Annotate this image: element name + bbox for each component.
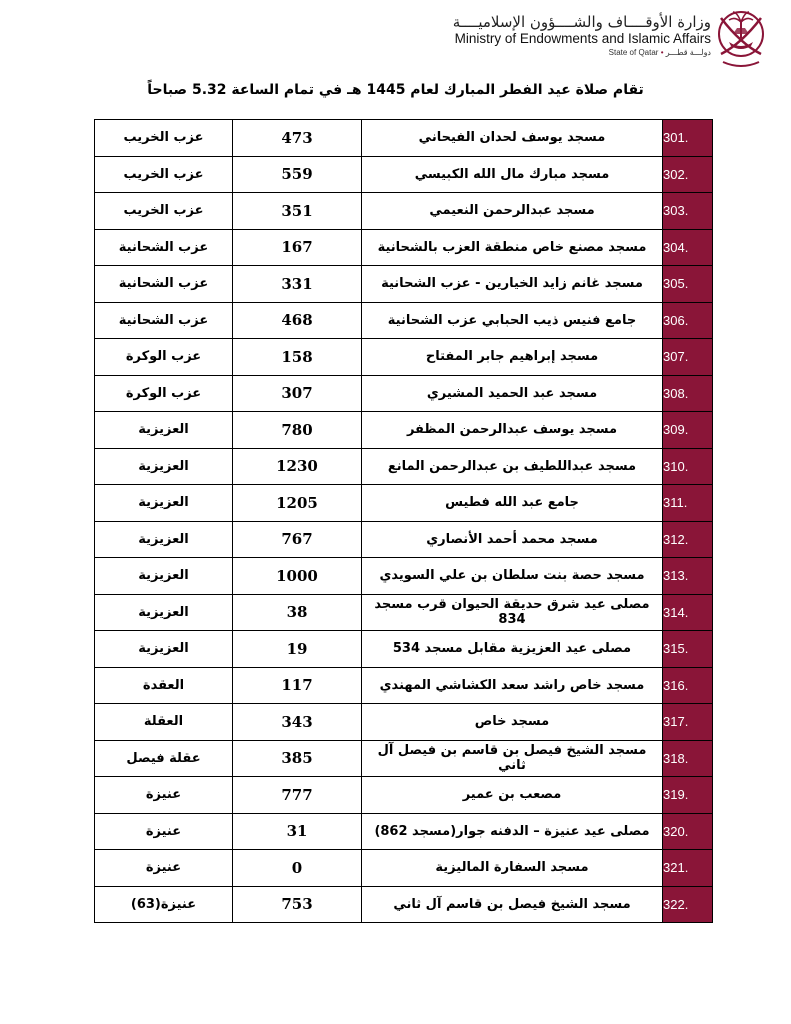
ministry-name-english: Ministry of Endowments and Islamic Affairs	[454, 31, 711, 47]
table-row	[95, 339, 713, 376]
area-cell: عزب الخريب	[95, 120, 233, 157]
capacity-cell: 167	[233, 229, 362, 266]
row-number-cell: 303.	[663, 193, 713, 230]
capacity-cell: 1230	[233, 448, 362, 485]
capacity-cell: 331	[233, 266, 362, 303]
table-row	[95, 740, 713, 777]
mosque-name-cell: مصعب بن عمير	[362, 777, 663, 814]
area-cell: عنيزة(63)	[95, 886, 233, 923]
mosque-name-cell: مسجد يوسف عبدالرحمن المظفر	[362, 412, 663, 449]
table-row	[95, 156, 713, 193]
capacity-cell: 117	[233, 667, 362, 704]
table-row	[95, 193, 713, 230]
table-row	[95, 631, 713, 668]
page-header	[0, 0, 791, 80]
mosque-name-cell: مصلى عيد عنيزة – الدفنه جوار(مسجد 862)	[362, 813, 663, 850]
capacity-cell: 31	[233, 813, 362, 850]
row-number-cell: 312.	[663, 521, 713, 558]
table-row	[95, 120, 713, 157]
area-cell: عزب الشحانية	[95, 266, 233, 303]
capacity-cell: 158	[233, 339, 362, 376]
capacity-cell: 767	[233, 521, 362, 558]
mosque-name-cell: مسجد عبداللطيف بن عبدالرحمن المانع	[362, 448, 663, 485]
area-cell: العزيزية	[95, 558, 233, 595]
area-cell: عنيزة	[95, 813, 233, 850]
capacity-cell: 780	[233, 412, 362, 449]
mosque-name-cell: مصلى عيد شرق حديقة الحيوان قرب مسجد 834	[362, 594, 663, 631]
table-row	[95, 886, 713, 923]
capacity-cell: 19	[233, 631, 362, 668]
area-cell: العزيزية	[95, 485, 233, 522]
row-number-cell: 305.	[663, 266, 713, 303]
ministry-name-block	[453, 14, 711, 57]
area-cell: عزب الخريب	[95, 156, 233, 193]
mosque-name-cell: مسجد إبراهيم جابر المفتاح	[362, 339, 663, 376]
row-number-cell: 320.	[663, 813, 713, 850]
table-row	[95, 777, 713, 814]
area-cell: عزب الوكرة	[95, 375, 233, 412]
capacity-cell: 343	[233, 704, 362, 741]
mosque-name-cell: مسجد مصنع خاص منطقة العزب بالشحانية	[362, 229, 663, 266]
capacity-cell: 385	[233, 740, 362, 777]
state-name-english: State of Qatar	[608, 47, 659, 57]
mosque-name-cell: مسجد يوسف لحدان الفيحاني	[362, 120, 663, 157]
capacity-cell: 38	[233, 594, 362, 631]
qatar-emblem-icon	[715, 4, 767, 70]
mosque-name-cell: مسجد غانم زايد الخيارين - عزب الشحانية	[362, 266, 663, 303]
row-number-cell: 308.	[663, 375, 713, 412]
area-cell: العزيزية	[95, 521, 233, 558]
area-cell: العزيزية	[95, 631, 233, 668]
table-row	[95, 412, 713, 449]
table-row	[95, 448, 713, 485]
table-row	[95, 594, 713, 631]
area-cell: عنيزة	[95, 850, 233, 887]
row-number-cell: 307.	[663, 339, 713, 376]
mosque-name-cell: مسجد عبدالرحمن النعيمي	[362, 193, 663, 230]
mosque-name-cell: مسجد خاص	[362, 704, 663, 741]
mosque-name-cell: مسجد خاص راشد سعد الكشاشي المهندي	[362, 667, 663, 704]
mosque-name-cell: مصلى عيد العزيزية مقابل مسجد 534	[362, 631, 663, 668]
row-number-cell: 318.	[663, 740, 713, 777]
table-row	[95, 375, 713, 412]
table-row	[95, 229, 713, 266]
mosque-name-cell: جامع فنيس ذيب الحبابي عزب الشحانية	[362, 302, 663, 339]
mosque-name-cell: مسجد عبد الحميد المشيري	[362, 375, 663, 412]
capacity-cell: 351	[233, 193, 362, 230]
capacity-cell: 468	[233, 302, 362, 339]
capacity-cell: 559	[233, 156, 362, 193]
row-number-cell: 304.	[663, 229, 713, 266]
row-number-cell: 317.	[663, 704, 713, 741]
table-row	[95, 302, 713, 339]
area-cell: العقدة	[95, 667, 233, 704]
table-row	[95, 485, 713, 522]
area-cell: العزيزية	[95, 594, 233, 631]
area-cell: عزب الخريب	[95, 193, 233, 230]
row-number-cell: 314.	[663, 594, 713, 631]
row-number-cell: 309.	[663, 412, 713, 449]
capacity-cell: 473	[233, 120, 362, 157]
row-number-cell: 316.	[663, 667, 713, 704]
mosque-table	[94, 119, 713, 923]
mosque-name-cell: مسجد مبارك مال الله الكبيسي	[362, 156, 663, 193]
area-cell: العزيزية	[95, 412, 233, 449]
mosque-name-cell: مسجد محمد أحمد الأنصاري	[362, 521, 663, 558]
area-cell: عنيزة	[95, 777, 233, 814]
state-name-arabic: دولـــة قطـــر	[665, 47, 711, 57]
capacity-cell: 0	[233, 850, 362, 887]
mosque-name-cell: مسجد الشيخ فيصل بن قاسم بن فيصل آل ثاني	[362, 740, 663, 777]
table-row	[95, 850, 713, 887]
capacity-cell: 777	[233, 777, 362, 814]
table-row	[95, 813, 713, 850]
row-number-cell: 319.	[663, 777, 713, 814]
capacity-cell: 753	[233, 886, 362, 923]
capacity-cell: 1205	[233, 485, 362, 522]
ministry-name-arabic: وزارة الأوقــــاف والشــــؤون الإسلاميــــة	[452, 13, 711, 31]
row-number-cell: 311.	[663, 485, 713, 522]
mosque-name-cell: جامع عبد الله فطيس	[362, 485, 663, 522]
area-cell: عزب الوكرة	[95, 339, 233, 376]
area-cell: عزب الشحانية	[95, 229, 233, 266]
row-number-cell: 313.	[663, 558, 713, 595]
table-row	[95, 521, 713, 558]
row-number-cell: 315.	[663, 631, 713, 668]
area-cell: عزب الشحانية	[95, 302, 233, 339]
table-row	[95, 704, 713, 741]
page-title: تقام صلاة عيد الفطر المبارك لعام 1445 هـ في تمام الساعة 5.32 صباحاً	[147, 82, 644, 98]
row-number-cell: 301.	[663, 120, 713, 157]
row-number-cell: 310.	[663, 448, 713, 485]
mosque-name-cell: مسجد حصة بنت سلطان بن علي السويدي	[362, 558, 663, 595]
row-number-cell: 306.	[663, 302, 713, 339]
capacity-cell: 307	[233, 375, 362, 412]
mosque-name-cell: مسجد السفارة الماليزية	[362, 850, 663, 887]
row-number-cell: 302.	[663, 156, 713, 193]
row-number-cell: 321.	[663, 850, 713, 887]
mosque-name-cell: مسجد الشيخ فيصل بن قاسم آل ثاني	[362, 886, 663, 923]
table-row	[95, 266, 713, 303]
table-row	[95, 667, 713, 704]
area-cell: العزيزية	[95, 448, 233, 485]
capacity-cell: 1000	[233, 558, 362, 595]
row-number-cell: 322.	[663, 886, 713, 923]
table-row	[95, 558, 713, 595]
area-cell: عقلة فيصل	[95, 740, 233, 777]
state-line: State of Qatar • دولـــة قطـــر	[608, 47, 711, 57]
area-cell: العقلة	[95, 704, 233, 741]
